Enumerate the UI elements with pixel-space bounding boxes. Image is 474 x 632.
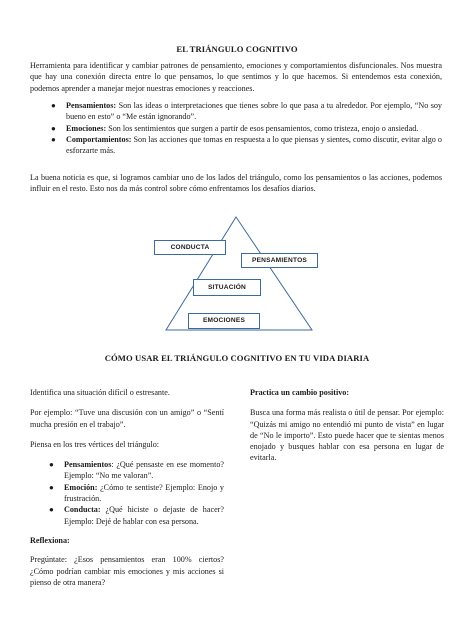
right-heading: Practica un cambio positivo: [250, 388, 350, 397]
reflexiona-paragraph: Pregúntate: ¿Esos pensamientos eran 100% ciertos? ¿Cómo podrían cambiar mis emociones y mis acciones si pienso de otra manera? [30, 555, 224, 587]
left-column [30, 387, 224, 588]
bullet-icon: ● [51, 101, 56, 110]
pensamientos-box: PENSAMIENTOS [241, 253, 318, 268]
left-example: Por ejemplo: “Tuve una discusión con un amigo” o “Sentí mucha presión en el trabajo”. [30, 408, 224, 429]
bullet-icon: ● [49, 482, 54, 492]
right-column [250, 387, 444, 464]
conducta-box: CONDUCTA [154, 240, 226, 255]
vertices-list [30, 459, 224, 527]
list-item: ● Emociones: Son los sentimientos que surgen a partir de esos pensamientos, como tristeza, enojo o ansiedad. [51, 123, 419, 133]
left-step-1: Identifica una situación difícil o estresante. [30, 388, 170, 397]
intro-paragraph: Herramienta para identificar y cambiar patrones de pensamiento, emociones y comportamientos disfuncionales. Nos muestra que hay una conexión directa entre lo que pensamos, lo que sentimos y lo que hacemos. Si entendemos esta conexión, podemos aprender a manejar mejor nuestras emociones y reacciones. [30, 61, 442, 93]
section-title: CÓMO USAR EL TRIÁNGULO COGNITIVO EN TU VIDA DIARIA [104, 353, 370, 363]
list-item: ● Emoción: ¿Cómo te sentiste? Ejemplo: Enojo y frustración. [49, 482, 224, 504]
emociones-box: EMOCIONES [188, 313, 260, 329]
bullet-icon: ● [51, 134, 56, 144]
page-title: EL TRIÁNGULO COGNITIVO [176, 44, 298, 54]
list-item: ● Comportamientos: Son las acciones que tomas en respuesta a lo que piensas y sientes, como discutir, evitar algo o esforzarte más. [51, 134, 442, 156]
bullet-icon: ● [49, 505, 54, 515]
good-news-paragraph: La buena noticia es que, si logramos cambiar uno de los lados del triángulo, como los pensamientos o las acciones, podemos influir en el resto. Esto nos da más control sobre cómo enfrentamos los desafíos diarios. [30, 173, 442, 194]
list-item: ● Pensamientos: ¿Qué pensaste en ese momento? Ejemplo: “No me valoran”. [49, 460, 224, 481]
situacion-box: SITUACIÓN [193, 279, 261, 296]
left-vertices-intro: Piensa en los tres vértices del triángulo: [30, 439, 160, 449]
bullet-icon: ● [51, 123, 56, 133]
list-item: ● Pensamientos: Son las ideas o interpretaciones que tienes sobre lo que pasa a tu alrededor. Por ejemplo, “No soy bueno en esto” o “Me están ignorando”. [51, 101, 442, 122]
bullet-icon: ● [49, 460, 54, 470]
list-item: ● Conducta: ¿Qué hiciste o dejaste de hacer? Ejemplo: Dejé de hablar con esa persona. [49, 505, 224, 526]
right-paragraph: Busca una forma más realista o útil de pensar. Por ejemplo: “Quizás mi amigo no entendió mi punto de vista” en lugar de “No le importo”. Esto puede hacer que te sientas menos enojado y busques hablar con esa persona en lugar de evitarla. [250, 408, 444, 463]
reflexiona-heading: Reflexiona: [30, 535, 70, 545]
